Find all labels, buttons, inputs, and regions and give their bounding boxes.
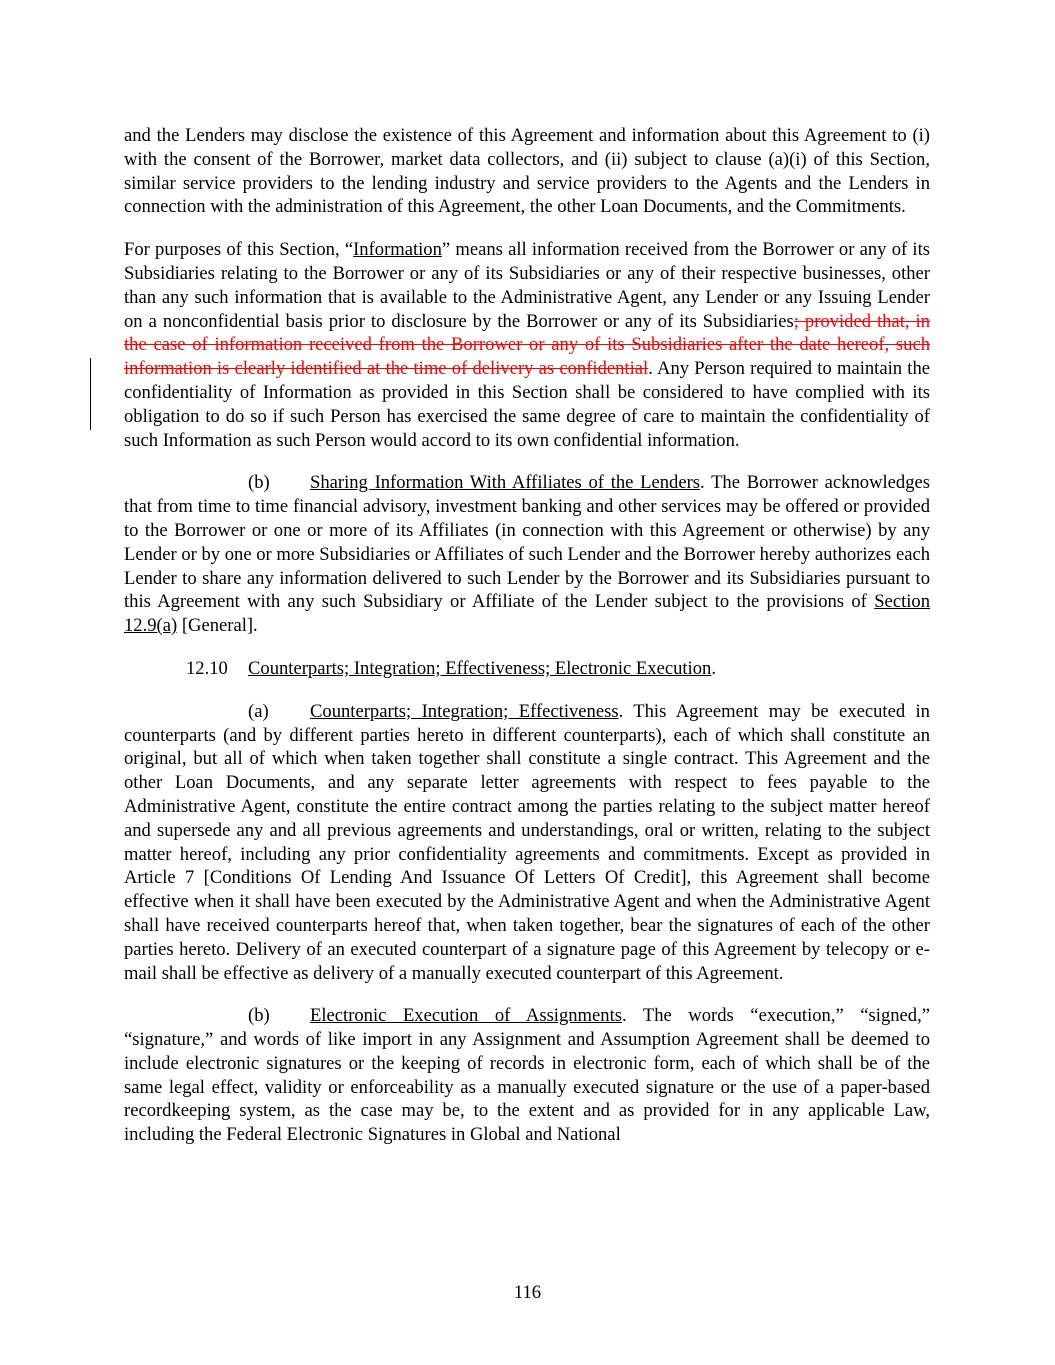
revision-change-bar <box>90 358 91 430</box>
clause-label: (b) <box>248 472 270 494</box>
section-reference: Section 12.9(a) <box>124 591 930 637</box>
page-number: 116 <box>513 1282 542 1303</box>
clause-body-electronic: . The words “execution,” “signed,” “signature,” and words of like import in any Assignment and Assumption Agreement shall be deemed to include electronic signatures or the keeping of records in electronic form, each of which shall be of the same legal effect, validity or enforceability as a manually executed signature or the use of a paper-based recordkeeping system, as the case may be, to the extent and as provided for in any applicable Law, including the Federal Electronic Signatures in Global and National <box>124 1005 930 1146</box>
section-title: Counterparts; Integration; Effectiveness; Electronic Execution <box>248 657 712 679</box>
defined-term-information: Information <box>353 239 442 261</box>
paragraph-information-definition <box>124 238 930 452</box>
definition-rest: . Any Person required to maintain the confidentiality of Information as provided in this Section shall be considered to have complied with its obligation to do so if such Person has exercised the same degree of care to maintain the confidentiality of such Information as such Person would accord to its own confidential information. <box>124 358 930 451</box>
paragraph-electronic-execution <box>124 1004 930 1147</box>
section-heading-12-10 <box>124 657 930 681</box>
clause-label: (a) <box>248 700 269 722</box>
clause-body-counterparts: . This Agreement may be executed in counterparts (and by different parties hereto in different counterparts), each of which shall constitute an original, but all of which when taken together shall constitute a single contract. This Agreement and the other Loan Documents, and any separate letter agreements with respect to fees payable to the Administrative Agent, constitute the entire contract among the parties relating to the subject matter hereof and supersede any and all previous agreements and understandings, oral or written, relating to the subject matter hereof, including any prior confidentiality agreements and commitments. Except as provided in Article 7 [Conditions Of Lending And Issuance Of Letters Of Credit], this Agreement shall become effective when it shall have been executed by the Administrative Agent and when the Administrative Agent shall have received counterparts hereof that, when taken together, bear the signatures of each of the other parties hereto. Delivery of an executed counterpart of a signature page of this Agreement by telecopy or e-mail shall be effective as delivery of a manually executed counterpart of this Agreement. <box>124 700 930 984</box>
definition-lead: For purposes of this Section, “ <box>124 239 354 261</box>
clause-body-sharing: . The Borrower acknowledges that from time to time financial advisory, investment banking and other services may be offered or provided to the Borrower or one or more of its Affiliates (in connection with this Agreement or otherwise) by any Lender or by one or more Subsidiaries or Affiliates of such Lender and the Borrower hereby authorizes each Lender to share any information delivered to such Lender by the Borrower and its Subsidiaries pursuant to this Agreement with any such Subsidiary or Affiliate of the Lender subject to the provisions of <box>124 472 930 613</box>
paragraph-sharing-information <box>124 471 930 638</box>
definition-body: ” means all information received from the Borrower or any of its Subsidiaries relating to the Borrower or any of its Subsidiaries or any of their respective businesses, other than any such information that is available to the Administrative Agent, any Lender or any Issuing Lender on a nonconfidential basis prior to disclosure by the Borrower or any of its Subsidiaries <box>124 239 930 332</box>
section-title-end: . <box>711 657 716 679</box>
clause-title-sharing: Sharing Information With Affiliates of the Lenders <box>310 472 701 494</box>
clause-title-counterparts: Counterparts; Integration; Effectiveness <box>310 700 619 722</box>
paragraph-disclosure <box>124 124 930 219</box>
section-number: 12.10 <box>186 657 228 679</box>
clause-end-sharing: [General]. <box>177 615 258 637</box>
clause-label: (b) <box>248 1005 270 1027</box>
deleted-text: ; provided that, in the case of information received from the Borrower or any of its Subsidiaries after the date hereof, such information is clearly identified at the time of delivery as confidential <box>124 310 931 380</box>
document-page <box>124 124 930 1166</box>
paragraph-disclosure-text: and the Lenders may disclose the existence of this Agreement and information about this Agreement to (i) with the consent of the Borrower, market data collectors, and (ii) subject to clause (a)(i) of this Section, similar service providers to the lending industry and service providers to the Agents and the Lenders in connection with the administration of this Agreement, the other Loan Documents, and the Commitments. <box>124 125 930 218</box>
clause-title-electronic: Electronic Execution of Assignments <box>310 1005 622 1027</box>
paragraph-counterparts <box>124 700 930 986</box>
